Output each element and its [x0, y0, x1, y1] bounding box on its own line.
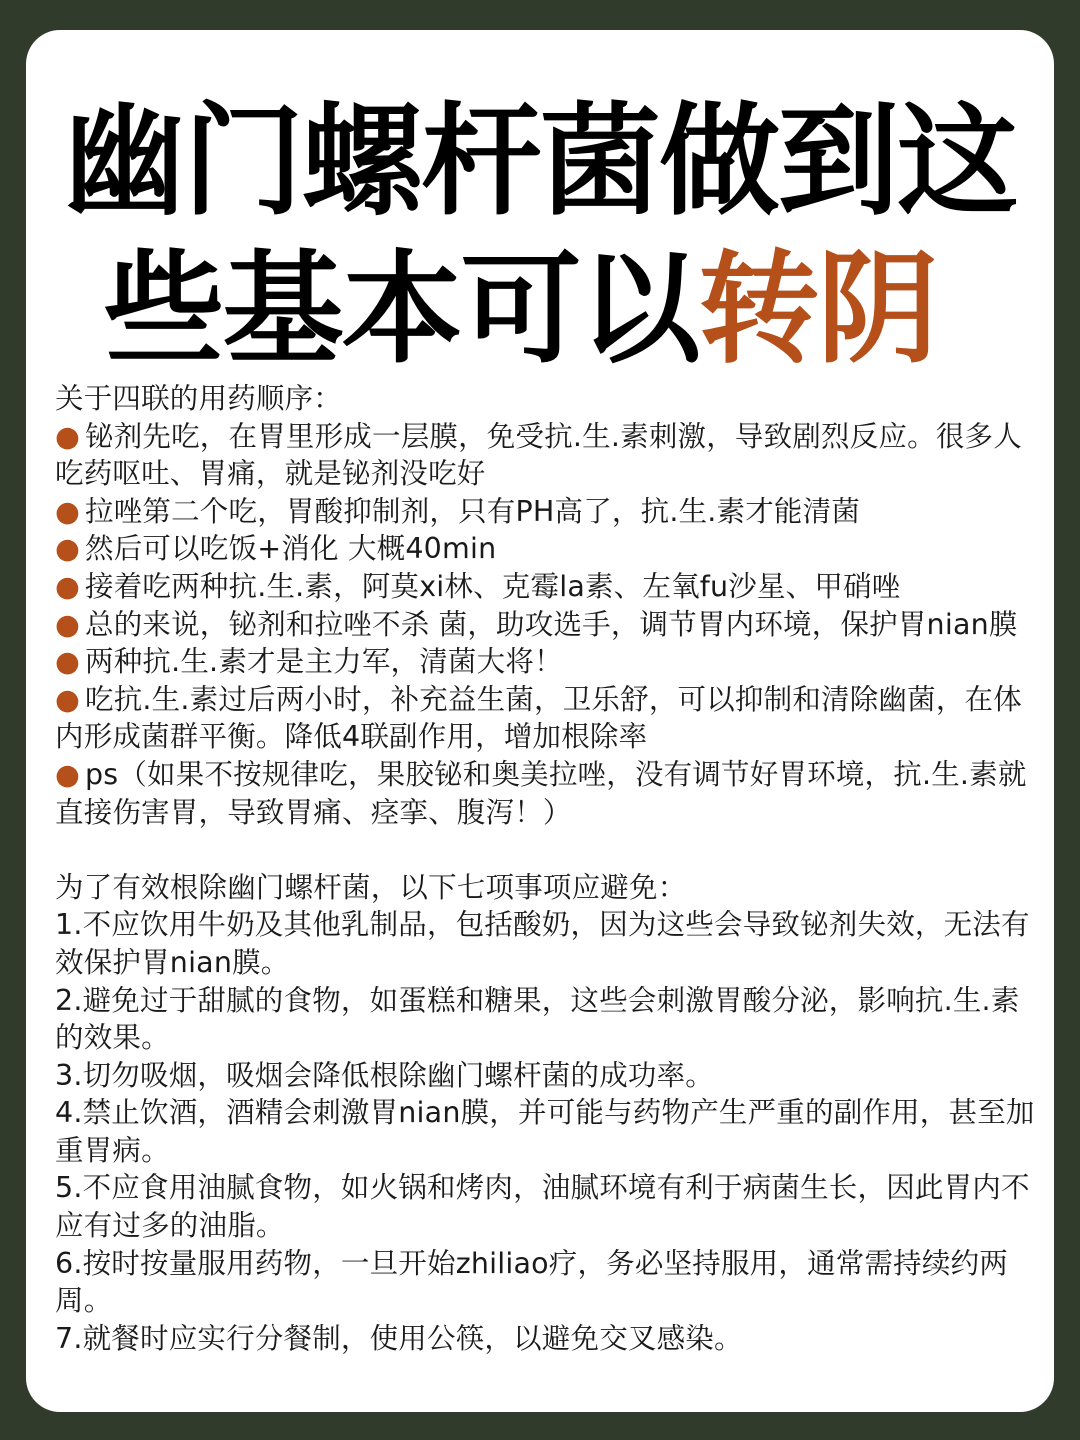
bullet-dot-icon: ●: [55, 532, 81, 566]
list-item: 6.按时按量服用药物，一旦开始zhiliao疗，务必坚持服用，通常需持续约两周。: [55, 1246, 1008, 1318]
bullet-text: 铋剂先吃，在胃里形成一层膜，免受抗.生.素刺激，导致剧烈反应。很多人吃药呕吐、胃痛，就是铋剂没吃好: [55, 419, 1022, 491]
page-title: [26, 88, 1054, 384]
title-line-2-main: 些基本可以: [103, 239, 699, 380]
bullet-dot-icon: ●: [55, 419, 81, 453]
title-line-2: [26, 236, 1054, 384]
bullet-dot-icon: ●: [55, 645, 81, 679]
list-item: 5.不应食用油腻食物，如火锅和烤肉，油腻环境有利于病菌生长，因此胃内不应有过多的油脂。: [55, 1171, 1030, 1243]
list-item: 7.就餐时应实行分餐制，使用公筷，以避免交叉感染。: [55, 1321, 743, 1355]
bullet-dot-icon: ●: [55, 569, 81, 603]
bullet-dot-icon: ●: [55, 757, 81, 791]
list-item: 4.禁止饮酒，酒精会刺激胃nian膜，并可能与药物产生严重的副作用，甚至加重胃病。: [55, 1096, 1035, 1167]
bullet-dot-icon: ●: [55, 607, 81, 641]
bullet-item: [55, 568, 1035, 606]
title-line-1: 幽门螺杆菌做到这: [63, 91, 1016, 232]
bullet-item: [55, 493, 1035, 531]
bullet-item: [55, 530, 1035, 568]
bullet-text: 然后可以吃饭+消化 大概40min: [85, 532, 497, 566]
list-item: 2.避免过于甜腻的食物，如蛋糕和糖果，这些会刺激胃酸分泌，影响抗.生.素的效果。: [55, 983, 1020, 1055]
bullet-text: 总的来说，铋剂和拉唑不杀 菌，助攻选手，调节胃内环境，保护胃nian膜: [85, 607, 1018, 641]
list-item: 1.不应饮用牛奶及其他乳制品，包括酸奶，因为这些会导致铋剂失效，无法有效保护胃nian膜。: [55, 908, 1030, 979]
title-accent: 转阴: [698, 239, 937, 380]
bullet-item: [55, 418, 1035, 493]
section-spacer: [55, 831, 1035, 869]
bullet-item: [55, 756, 1035, 831]
article-body: [55, 380, 1035, 1357]
list-item: 3.切勿吸烟，吸烟会降低根除幽门螺杆菌的成功率。: [55, 1058, 714, 1092]
bullet-item: [55, 643, 1035, 681]
bullet-text: 吃抗.生.素过后两小时，补充益生菌，卫乐舒，可以抑制和清除幽菌，在体内形成菌群平衡。降低4联副作用，增加根除率: [55, 682, 1022, 754]
bullet-text: ps（如果不按规律吃，果胶铋和奥美拉唑，没有调节好胃环境，抗.生.素就直接伤害胃，导致胃痛、痉挛、腹泻！）: [55, 757, 1027, 829]
bullet-text: 接着吃两种抗.生.素，阿莫xi林、克霉la素、左氧fu沙星、甲硝唑: [85, 569, 901, 603]
bullet-item: [55, 681, 1035, 756]
bullet-item: [55, 606, 1035, 644]
bullet-dot-icon: ●: [55, 682, 81, 716]
bullet-dot-icon: ●: [55, 494, 81, 528]
bullet-text: 拉唑第二个吃，胃酸抑制剂，只有PH高了，抗.生.素才能清菌: [85, 494, 861, 528]
section2-heading: 为了有效根除幽门螺杆菌，以下七项事项应避免：: [55, 870, 687, 904]
bullet-text: 两种抗.生.素才是主力军，清菌大将！: [85, 645, 563, 679]
section1-heading: 关于四联的用药顺序：: [55, 382, 343, 415]
content-card: [26, 30, 1054, 1412]
